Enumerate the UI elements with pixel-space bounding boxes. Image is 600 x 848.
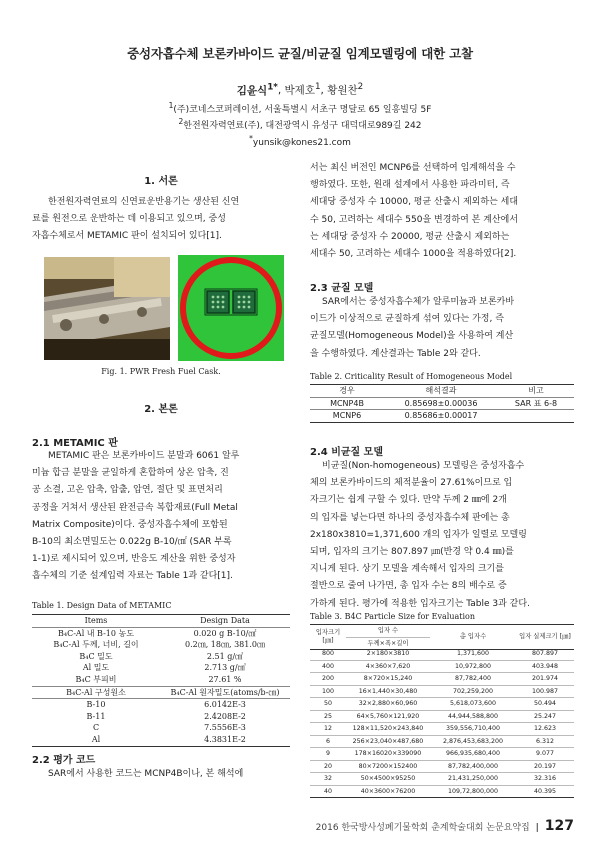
table-row [32,734,290,746]
text-line: 비균질(Non-homogeneous) 모델링은 중성자흡수 [322,461,525,471]
table-cell: B₄C 부피비 [75,674,117,684]
table-cell: 9.077 [535,750,555,757]
table-cell: 128×11,520×243,840 [352,725,424,732]
text-line: 이드가 이상적으로 균질하게 섞여 있다는 가정, 즉 [310,314,504,325]
table-row [310,760,574,773]
author-second-sup: 1 [314,82,321,92]
table-cell: SAR 표 6-8 [514,398,558,408]
table-cell: 2.51 g/㎤ [206,651,244,661]
affiliation-2-text: 한전원자력연료(주), 대전광역시 유성구 대덕대로989길 242 [183,121,422,131]
table-cell: 64×5,760×121,920 [356,712,420,720]
affiliation-2 [0,116,600,132]
table-cell: MCNP6 [332,411,362,420]
table-cell: 80×7200×152400 [358,762,418,770]
author-second: , 박제호 [277,84,315,97]
table-cell: 0.2㎝, 18㎝, 381.0㎝ [185,640,265,650]
table-cell: 400 [321,662,335,670]
text-line: 자크기는 쉽게 구할 수 있다. 만약 두께 2 ㎜에 2개 [310,495,507,506]
table-row [32,699,290,711]
table-row [32,686,290,699]
table-cell: 109,72,800,000 [447,787,499,795]
text-line: 한전원자력연료의 신연료운반용기는 생산된 신연 [48,197,240,207]
table-cell: 5,618,073,600 [449,700,497,707]
text-line: 1-1)로 제시되어 있으며, 반응도 계산을 위한 중성자 [32,554,236,565]
table-cell: 21,431,250,000 [447,775,499,782]
table-2-caption: Table 2. Criticality Result of Homogeneous Model [310,372,513,381]
table-cell: 403.948 [531,662,559,670]
text-line: 수 50, 고려하는 세대수 550을 변경하여 본 계산에서 [310,214,519,225]
table-3-header-total: 총 입자수 [430,625,516,650]
affiliation-1-sup: 1 [168,101,174,110]
cask-photo [44,257,170,360]
table-cell: 50×4500×95250 [360,775,416,782]
table-1-caption: Table 1. Design Data of METAMIC [32,601,172,610]
table-cell: B₄C 밀도 [79,651,113,661]
text-line: METAMIC 판은 보론카바이드 분말과 6061 알루 [48,451,240,461]
text-line: 세대수 50, 고려하는 세대수 1000을 적용하였다[2]. [310,249,517,260]
table-cell: 100 [321,687,335,695]
text-line: B-10의 최소면밀도는 0.022g B-10/㎠ (SAR 부록 [32,537,232,548]
table-row [32,722,290,734]
table-cell: 40×3600×76200 [360,787,416,795]
affiliation-1 [0,100,600,116]
subsection-2-2-line: SAR에서 사용한 코드는 MCNP4B이나, 본 해석에 [48,769,244,779]
author-third: , 황원찬 [320,84,358,97]
table-2-header-result: 해석결과 [425,386,457,395]
table-3-header-count: 입자 수 [346,625,430,638]
author-first: 김윤식 [236,84,268,97]
table-row [310,785,574,798]
table-2-header-row [310,385,574,398]
table-3-header-real: 입자 실제크기 [㎛] [516,625,574,650]
cask-cross-section [178,255,284,361]
table-cell: B₄C-Al 내 B-10 농도 [58,628,134,638]
table-cell: 2.713 g/㎤ [204,663,246,673]
table-row [32,639,290,651]
table-cell: 966,935,680,400 [445,750,501,757]
table-row [32,711,290,723]
table-cell: 12.623 [533,725,557,732]
table-cell: 25.247 [533,712,557,720]
table-cell: C [92,723,100,733]
table-cell: 2.4208E-2 [204,711,246,721]
table-cell: Al [91,734,101,744]
table-cell: 2×180×3810 [366,650,410,657]
table-row [310,735,574,748]
table-row [32,674,290,686]
text-line: 의 입자를 넣는다면 하나의 중성자흡수체 판에는 총 [310,512,510,523]
text-line: 서는 최신 버전인 MCNP6를 선택하여 임계해석을 수 [310,163,516,173]
table-row [32,627,290,639]
table-cell: 6 [325,737,330,745]
table-cell: 0.85698±0.00036 [404,398,478,408]
right-intro-paragraph [310,160,574,263]
table-3 [310,624,574,650]
section-1-paragraph [32,194,290,246]
author-first-sup: 1* [267,82,278,92]
page-footer [316,818,574,834]
table-cell: 1,371,600 [456,650,490,657]
page-number: 127 [544,818,574,834]
table-cell: 20 [323,762,332,770]
table-cell: 16×1,440×30,480 [358,687,418,695]
table-cell: 6.312 [535,737,555,745]
table-cell: 27.61 % [208,674,242,684]
table-cell: B-11 [86,711,106,721]
text-line: 세대당 중성자 수 10000, 평균 산출시 제외하는 세대 [310,197,519,208]
table-cell: 0.85686±0.00017 [404,411,478,420]
text-line: 지니게 된다. 상기 모델을 계속해서 입자의 크기를 [310,564,504,575]
table-cell: 12 [323,725,332,732]
text-line: 체의 보론카바이드의 체적분율이 27.61%이므로 입 [310,478,513,489]
table-cell: 100.987 [531,687,559,695]
table-cell: 87,782,400,000 [447,762,499,770]
table-row [310,660,574,673]
table-3-caption: Table 3. B4C Particle Size for Evaluation [310,612,475,621]
section-1-title: 1. 서론 [144,176,178,187]
table-cell: 50.494 [533,700,557,707]
table-cell: 87,782,400 [454,675,492,682]
table-row [310,648,574,660]
table-1-header-row [32,615,290,628]
text-line: 공정을 거쳐서 생산된 완전금속 복합재료(Full Metal [32,502,238,513]
figure-1-caption: Fig. 1. PWR Fresh Fuel Cask. [101,367,221,376]
section-2-title: 2. 본론 [144,404,178,415]
author-third-sup: 2 [357,82,364,92]
subsection-2-2-title: 2.2 평가 코드 [32,755,96,766]
table-cell: 6.0142E-3 [204,700,246,710]
author-line [0,82,600,98]
table-cell: 40 [323,787,332,795]
text-line: 가하게 된다. 평가에 적용한 입자크기는 Table 3과 같다. [310,598,530,609]
table-row [32,651,290,663]
table-cell: 25 [323,712,332,720]
table-row [310,773,574,786]
table-cell: 9 [325,750,330,757]
subsection-2-1-paragraph [32,448,290,586]
text-line: 흡수체의 기준 설계입력 자료는 Table 1과 같다[1]. [32,571,233,582]
table-row [310,748,574,761]
table-cell: 178×16020×339090 [354,750,422,757]
subsection-2-4-paragraph [310,458,574,613]
text-line: SAR에서는 중성자흡수체가 알루미늄과 보론카바 [322,297,515,307]
text-line: 료를 원전으로 운반하는 데 이용되고 있으며, 중성 [32,214,226,225]
text-line: 공 소결, 고온 압축, 압출, 압연, 절단 및 표면처리 [32,485,223,496]
affiliation-1-text: (주)코네스코퍼레이션, 서울특별시 서초구 명달로 65 일흥빌딩 5F [173,105,432,115]
table-cell: B₄C-Al 두께, 너비, 길이 [53,640,139,650]
affiliation-email-sup: * [249,134,253,143]
table-cell: 702,259,200 [452,687,494,695]
table-cell: 201.974 [531,675,559,682]
table-3-body [310,648,574,798]
table-2 [310,384,574,423]
text-line: 2x180x3810=1,371,600 개의 입자가 일렬로 모델링 [310,529,527,540]
table-cell: 40.395 [533,787,557,795]
table-cell: 50 [323,700,332,707]
subsection-2-1-title: 2.1 METAMIC 판 [32,438,118,449]
subsection-2-3-paragraph [310,294,574,363]
table-cell: 2,876,453,683,200 [442,737,504,745]
table-row [310,685,574,698]
table-cell: 44,944,588,800 [447,712,499,720]
text-line: Matrix Composite)이다. 중성자흡수체에 포함된 [32,519,228,530]
table-cell [498,410,574,423]
text-line: 절반으로 줄여 나가면, 총 입자 수는 8의 배수로 증 [310,581,507,592]
cask-cross-section-drawing [178,255,284,361]
table-2-header-note: 비고 [528,386,544,395]
text-line: 행하였다. 또한, 원래 설계에서 사용한 파라미터, 즉 [310,180,510,191]
table-cell: B₄C-Al 원자밀도(atoms/b-㎝) [170,687,280,697]
cask-photo-drawing [44,257,170,360]
table-cell: 0.020 g B-10/㎠ [193,628,257,638]
text-line: 는 세대당 중성자 수 20000, 평균 산출시 제외하는 [310,231,510,242]
footer-text: 2016 한국방사성폐기물학회 춘계학술대회 논문요약집 [315,823,530,833]
table-row [32,662,290,674]
text-line: 미늄 합금 분말을 균일하게 혼합하여 상온 압축, 진 [32,468,229,479]
table-1-header-items: Items [84,616,108,625]
affiliation-email [0,133,600,149]
table-cell: 807.897 [531,650,559,657]
text-line: 을 수행하였다. 계산결과는 Table 2와 같다. [310,348,481,359]
text-line: 균질모델(Homogeneous Model)을 사용하여 계산 [310,331,514,342]
table-row [310,710,574,723]
table-cell: 7.5556E-3 [204,723,246,733]
affiliation-2-sup: 2 [178,117,184,126]
table-cell: 4×360×7,620 [365,662,411,670]
text-line: 자흡수체로서 METAMIC 판이 설치되어 있다[1]. [32,231,222,242]
affiliation-email-text: yunsik@kones21.com [252,138,351,148]
table-cell: 200 [321,675,335,682]
table-cell: 32×2,880×60,960 [358,700,418,707]
table-cell: 800 [321,650,335,657]
table-cell: 8×720×15,240 [363,675,413,682]
table-3-header-dims: 두께×폭×길이 [367,639,409,647]
table-cell: 20.197 [533,762,557,770]
table-1 [32,614,290,747]
footer-separator: | [535,823,539,833]
table-cell: B-10 [86,700,106,710]
table-cell: 4.3831E-2 [204,734,246,744]
table-3-header-row-1 [310,625,574,638]
table-row [310,410,574,423]
table-cell: 359,556,710,400 [445,725,501,732]
table-2-header-case: 경우 [339,386,355,395]
table-row [310,397,574,410]
table-row [310,673,574,686]
table-cell: 10,972,800 [454,662,492,670]
table-cell: 256×23,040×487,680 [352,737,424,745]
subsection-2-3-title: 2.3 균질 모델 [310,283,374,294]
table-1-header-design: Design Data [200,616,250,625]
paper-title: 중성자흡수체 보론카바이드 균질/비균질 임계모델링에 대한 고찰 [127,46,473,61]
text-line: 되며, 입자의 크기는 807.897 ㎛(반경 약 0.4 ㎜)를 [310,547,514,558]
table-cell: 32.316 [533,775,557,782]
table-cell: Al 밀도 [82,663,110,673]
table-row [310,723,574,736]
table-row [310,698,574,711]
table-cell: 32 [323,775,332,782]
table-cell: B₄C-Al 구성원소 [66,687,126,697]
table-3-header-size: 입자크기 [㎛] [310,625,346,650]
table-cell: MCNP4B [330,398,364,408]
subsection-2-4-title: 2.4 비균질 모델 [310,447,383,458]
